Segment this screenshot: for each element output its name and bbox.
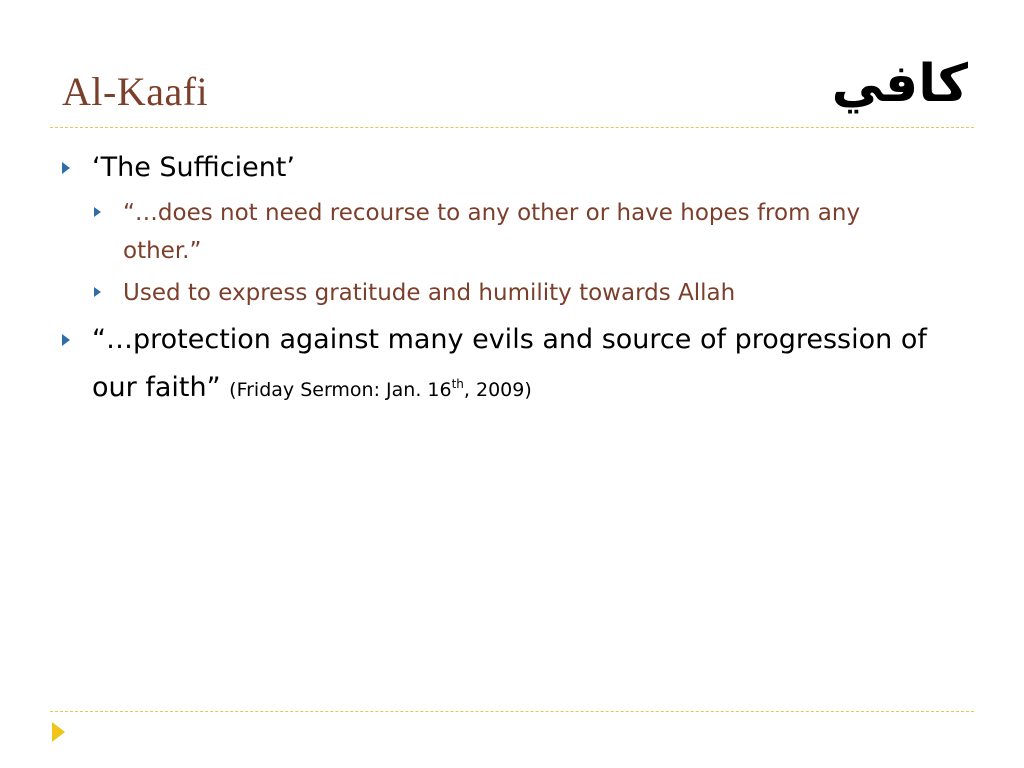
bullet-text: ‘The Sufficient’ (92, 152, 295, 183)
bullet-item (60, 318, 940, 412)
citation-suffix: , 2009) (463, 379, 532, 401)
citation-superscript: th (451, 377, 464, 391)
next-slide-arrow-icon[interactable] (52, 722, 65, 742)
sub-bullet-item (60, 274, 940, 312)
triangle-bullet-icon (94, 207, 101, 217)
triangle-bullet-icon (62, 334, 70, 346)
triangle-bullet-icon (94, 287, 101, 297)
sub-bullet-text: “…does not need recourse to any other or have hopes from any other.” (123, 200, 861, 264)
citation (229, 379, 532, 401)
arabic-title: كافي (831, 54, 968, 114)
triangle-bullet-icon (62, 162, 70, 174)
bullet-text: “…protection against many evils and source of progression of our faith” (92, 324, 927, 403)
top-divider (50, 127, 974, 128)
slide-title: Al-Kaafi (62, 69, 209, 114)
bottom-divider (50, 711, 974, 712)
slide-content (60, 146, 940, 412)
citation-prefix: (Friday Sermon: Jan. 16 (229, 379, 452, 401)
sub-bullet-text: Used to express gratitude and humility towards Allah (123, 280, 736, 306)
bullet-item (60, 146, 940, 190)
sub-bullet-item (60, 194, 940, 270)
